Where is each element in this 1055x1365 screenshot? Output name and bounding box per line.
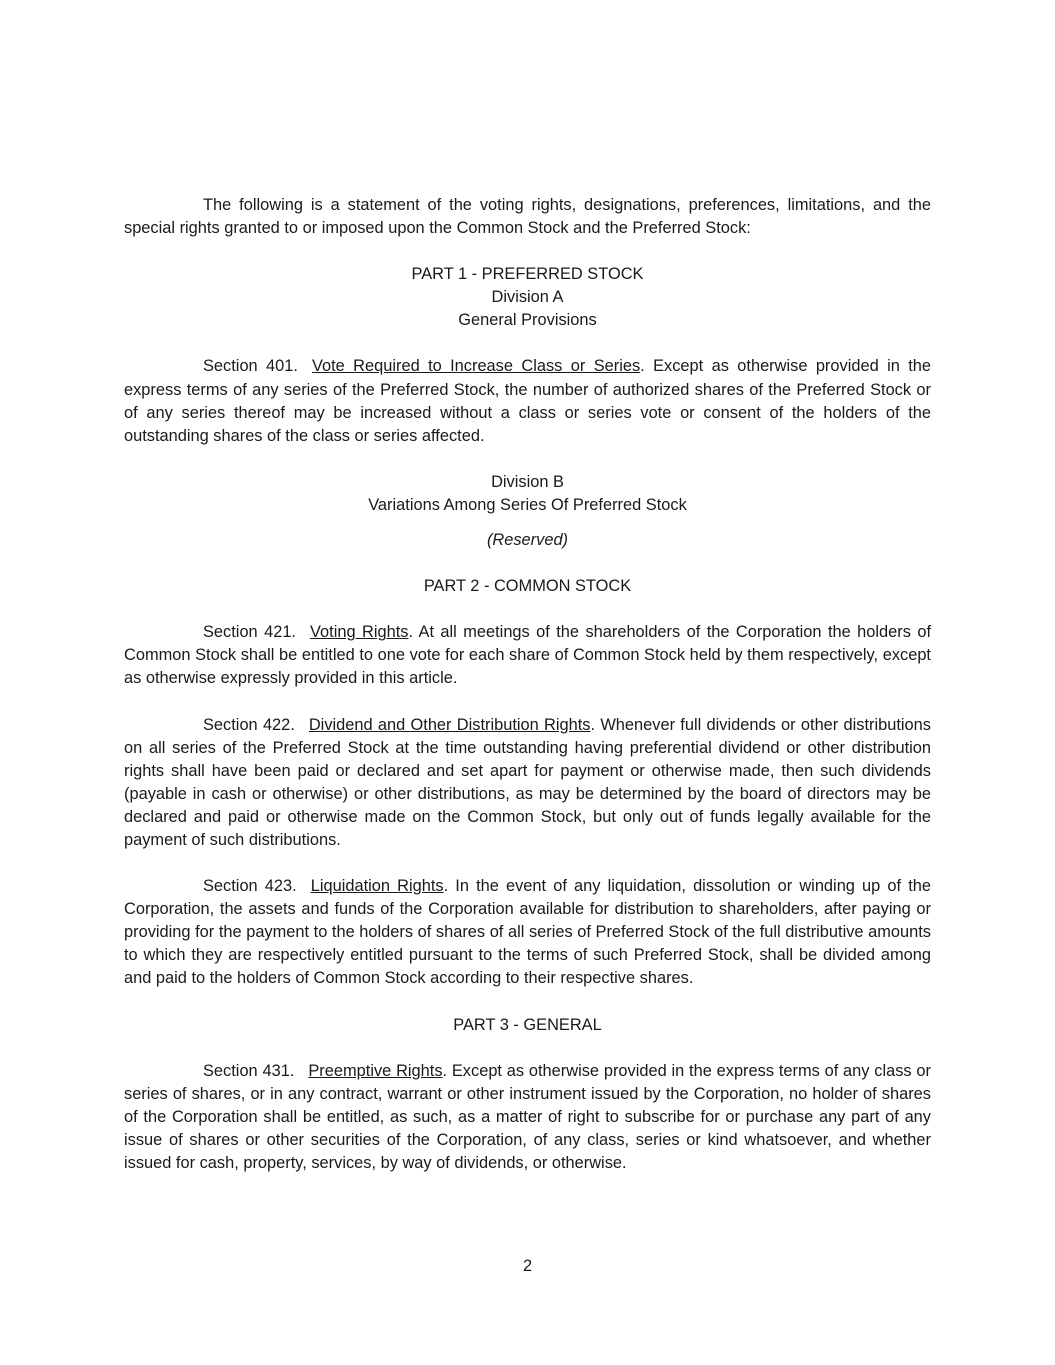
part2-heading-block	[124, 575, 931, 598]
division-b-name: Division B	[491, 472, 564, 491]
part3-heading: PART 3 - GENERAL	[453, 1015, 602, 1034]
section-422-body: . Whenever full dividends or other distributions on all series of the Preferred Stock at the time outstanding having preferential dividend or other distribution rights shall have been paid or declared and set apart for payment or otherwise made, then such dividends (payable in cash or otherwise) or other distributions, as may be determined by the board of directors may be declared and paid or otherwise made on the Common Stock, but only out of funds legally available for the payment of such distributions.	[124, 715, 931, 849]
intro-paragraph: The following is a statement of the voting rights, designations, preferences, limitations, and the special rights granted to or imposed upon the Common Stock and the Preferred Stock:	[124, 196, 931, 238]
part3-heading-block	[124, 1014, 931, 1037]
section-421-paragraph	[124, 621, 931, 690]
section-421-title: Voting Rights	[310, 623, 409, 642]
section-423-body: . In the event of any liquidation, dissolution or winding up of the Corporation, the assets and funds of the Corporation available for distribution to shareholders, after paying or providing for the payment to the holders of shares of all series of Preferred Stock of the full distributive amounts to which they are respectively entitled pursuant to the terms of such Preferred Stock, shall be divided among and paid to the holders of Common Stock according to their respective shares.	[124, 877, 931, 988]
section-431-title: Preemptive Rights	[308, 1061, 443, 1080]
section-431-body: . Except as otherwise provided in the express terms of any class or series of shares, or in any contract, warrant or other instrument issued by the Corporation, no holder of shares of the Corporation shall be entitled, as such, as a matter of right to subscribe for or purchase any part of any issue of shares or other securities of the Corporation, of any class, series or kind whatsoever, and whether issued for cash, property, services, by way of dividends, or otherwise.	[124, 1061, 931, 1172]
division-a-name: Division A	[491, 288, 564, 307]
division-b-reserved-note: (Reserved)	[486, 531, 569, 550]
section-401-paragraph	[124, 355, 931, 447]
section-423-number: Section 423.	[203, 877, 297, 896]
section-422-paragraph	[124, 714, 931, 853]
page-number: 2	[522, 1257, 533, 1275]
part1-heading: PART 1 - PREFERRED STOCK	[411, 265, 644, 284]
section-401-title: Vote Required to Increase Class or Series	[311, 357, 641, 376]
section-431-paragraph	[124, 1060, 931, 1175]
section-421-number: Section 421.	[203, 623, 296, 642]
division-b-subtitle: Variations Among Series Of Preferred Stock	[368, 495, 687, 514]
section-423-title: Liquidation Rights	[310, 877, 444, 896]
section-401-body: . Except as otherwise provided in the express terms of any series of the Preferred Stock, the number of authorized shares of the Preferred Stock or of any series thereof may be increased without a class or series vote or consent of the holders of the outstanding shares of the class or series affected.	[124, 357, 931, 445]
part2-heading: PART 2 - COMMON STOCK	[423, 577, 632, 596]
section-421-body: . At all meetings of the shareholders of the Corporation the holders of Common Stock shall be entitled to one vote for each share of Common Stock held by them respectively, except as otherwise expressly provided in this article.	[124, 623, 932, 688]
section-422-number: Section 422.	[203, 715, 295, 734]
part1-heading-block	[124, 263, 931, 332]
document-page	[124, 194, 931, 1198]
section-423-paragraph	[124, 875, 931, 990]
division-b-heading-block	[124, 471, 931, 517]
section-422-title: Dividend and Other Distribution Rights	[308, 715, 591, 734]
section-431-number: Section 431.	[203, 1061, 295, 1080]
section-401-number: Section 401.	[203, 357, 298, 376]
division-a-subtitle: General Provisions	[458, 311, 597, 330]
